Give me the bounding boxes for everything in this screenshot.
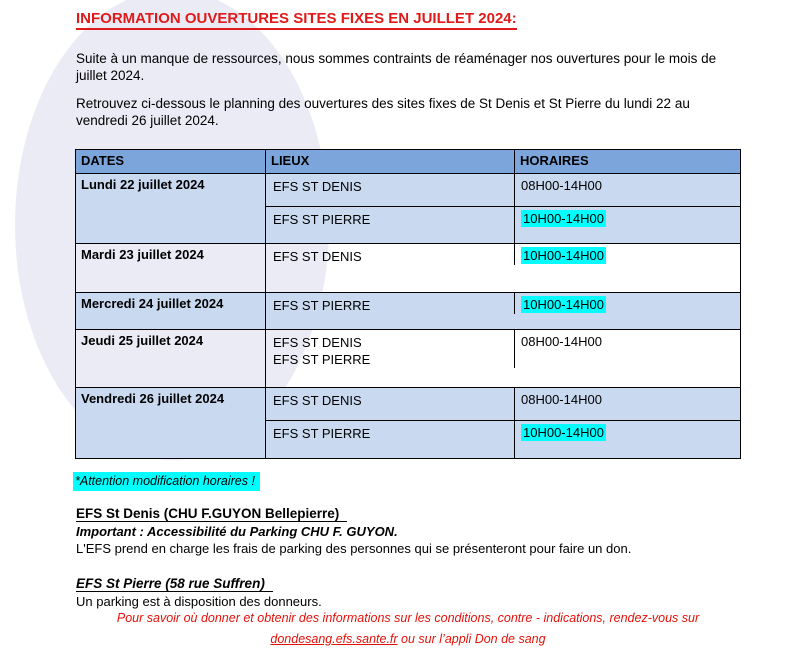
schedule-entry (266, 174, 740, 206)
document-title: INFORMATION OUVERTURES SITES FIXES EN JUILLET 2024: (76, 10, 517, 27)
footer-line-2-rest: ou sur l’appli Don de sang (397, 632, 546, 646)
date-cell: Jeudi 25 juillet 2024 (76, 330, 266, 387)
horaire-cell (515, 421, 740, 458)
header-horaires: HORAIRES (520, 153, 589, 168)
lieu-cell: EFS ST PIERRE (266, 293, 515, 314)
table-row-jeudi (76, 329, 740, 387)
date-cell: Vendredi 26 juillet 2024 (76, 388, 266, 458)
st-denis-important: Important : Accessibilité du Parking CHU F. GUYON. (76, 523, 398, 539)
horaire-cell (515, 293, 740, 314)
lieu-cell: EFS ST DENIS (266, 388, 515, 420)
footer-line-1: Pour savoir où donner et obtenir des informations sur les conditions, contre - indications, rendez-vous sur (116, 611, 700, 625)
lieu-cell: EFS ST DENIS (266, 174, 515, 206)
st-pierre-section (76, 575, 322, 610)
schedule-entry (266, 330, 740, 368)
date-cell: Mardi 23 juillet 2024 (76, 244, 266, 292)
highlighted-horaire: 10H00-14H00 (523, 210, 604, 226)
horaire-cell: 08H00-14H00 (521, 178, 602, 193)
table-row-lundi (76, 173, 740, 243)
table-row-mercredi (76, 292, 740, 329)
donation-website-link[interactable]: dondesang.efs.sante.fr (270, 632, 398, 646)
horaire-cell: 08H00-14H00 (521, 392, 602, 407)
highlighted-horaire: 10H00-14H00 (523, 425, 604, 440)
schedule-entry (266, 293, 740, 314)
footer-line-2 (75, 632, 741, 646)
st-denis-section (76, 505, 631, 558)
lieu-cell: EFS ST DENIS (266, 244, 515, 265)
schedule-entry (266, 206, 740, 244)
attention-note: *Attention modification horaires ! (73, 472, 260, 491)
table-header-row (76, 150, 740, 173)
st-pierre-heading: EFS St Pierre (58 rue Suffren) (76, 575, 322, 593)
st-denis-body: L'EFS prend en charge les frais de parking des personnes qui se présenteront pour faire un don. (76, 541, 632, 556)
schedule-entry (266, 244, 740, 265)
st-denis-heading: EFS St Denis (CHU F.GUYON Bellepierre) (76, 505, 631, 523)
lieu-cell (266, 330, 515, 368)
horaire-cell (515, 207, 740, 244)
schedule-entry (266, 420, 740, 458)
date-cell: Mercredi 24 juillet 2024 (76, 293, 266, 329)
lieu-line: EFS ST DENIS (273, 335, 362, 350)
intro-paragraph-1: Suite à un manque de ressources, nous sommes contraints de réaménager nos ouvertures pour le mois de juillet 2024. (76, 51, 717, 83)
table-row-mardi (76, 243, 740, 292)
schedule-entry (266, 388, 740, 420)
lieu-cell: EFS ST PIERRE (266, 421, 515, 458)
lieu-line: EFS ST PIERRE (273, 352, 371, 367)
header-dates: DATES (76, 150, 266, 173)
highlighted-horaire: 10H00-14H00 (523, 248, 604, 263)
date-cell: Lundi 22 juillet 2024 (76, 174, 266, 243)
highlighted-horaire: 10H00-14H00 (523, 297, 604, 312)
header-lieux: LIEUX (266, 150, 515, 173)
horaire-cell: 08H00-14H00 (521, 334, 602, 349)
intro-paragraph-2: Retrouvez ci-dessous le planning des ouvertures des sites fixes de St Denis et St Pierre du lundi 22 au vendredi 26 juillet 2024. (76, 96, 690, 128)
horaire-cell (515, 244, 740, 265)
lieu-cell: EFS ST PIERRE (266, 207, 515, 244)
table-row-vendredi (76, 387, 740, 458)
footer-info (75, 611, 741, 646)
st-pierre-body: Un parking est à disposition des donneurs. (76, 593, 322, 609)
schedule-table (75, 149, 741, 459)
